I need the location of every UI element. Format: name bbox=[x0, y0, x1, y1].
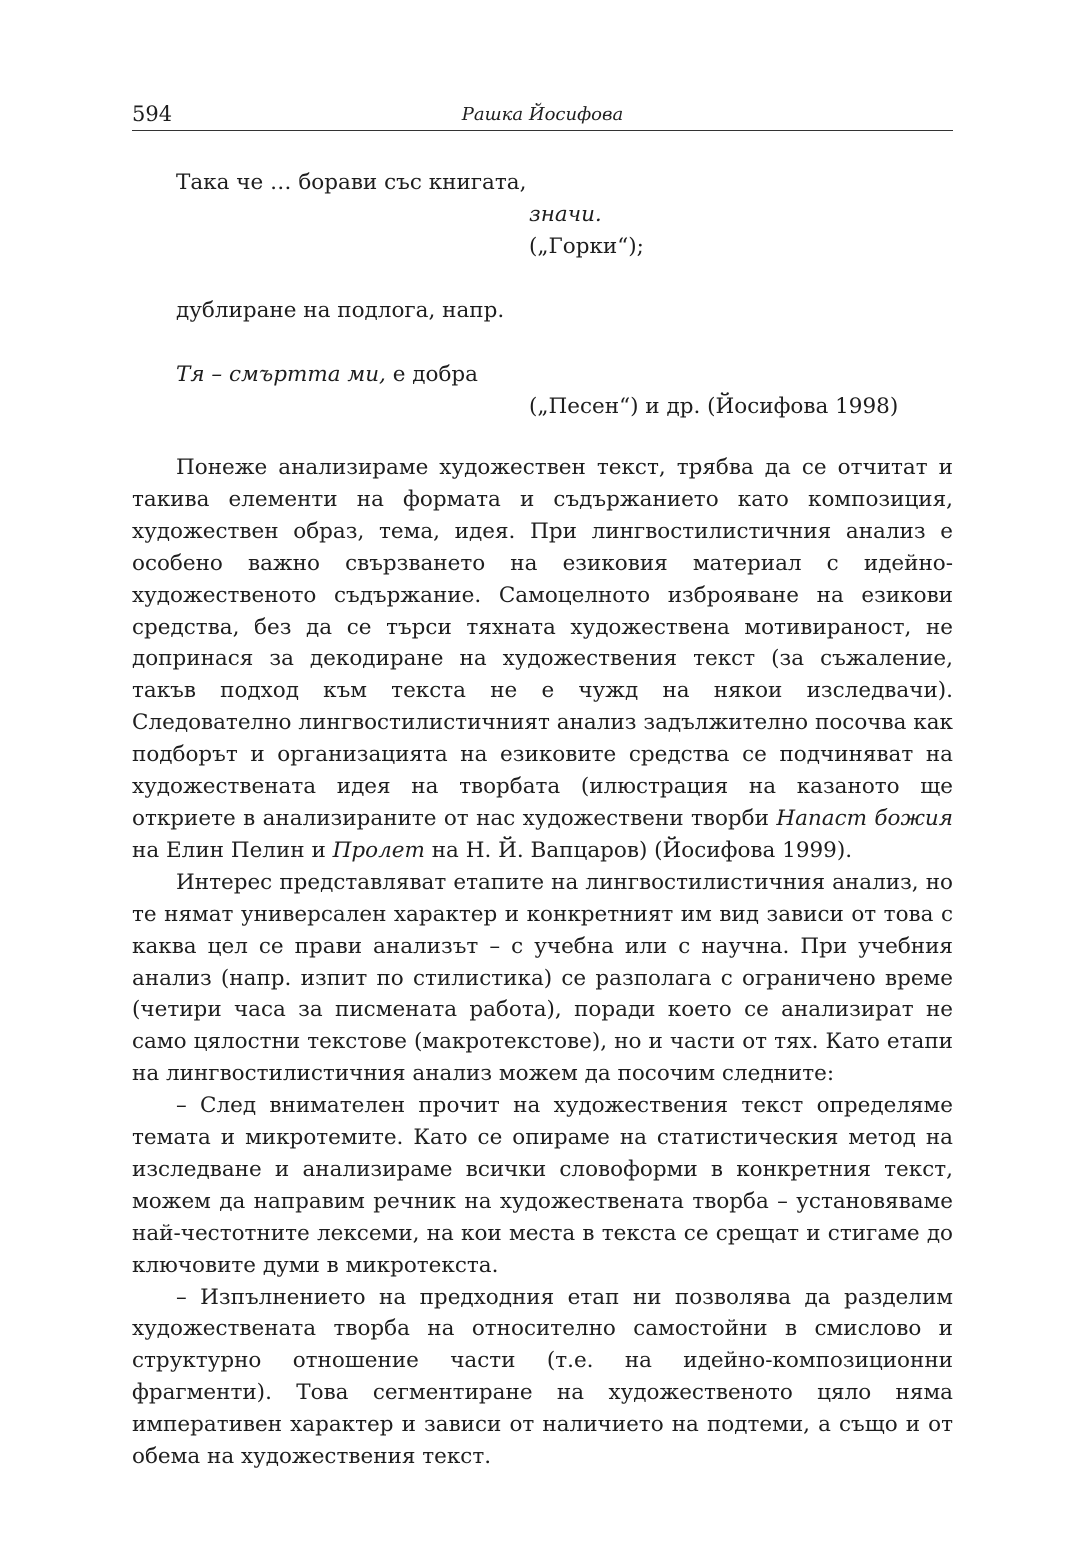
paragraph-1-text-b: на Елин Пелин и bbox=[132, 837, 333, 863]
page-header bbox=[132, 100, 953, 131]
example-1-source: („Горки“); bbox=[529, 234, 644, 259]
work-title-prolet: Пролет bbox=[332, 837, 425, 863]
running-head-author: Рашка Йосифова bbox=[461, 104, 624, 125]
page-number: 594 bbox=[132, 102, 173, 126]
work-title-napast-bozhiya: Напаст божия bbox=[776, 805, 953, 831]
example-2-rest: е добра bbox=[385, 362, 478, 387]
example-1-line-2: значи. bbox=[529, 202, 602, 227]
paragraph-1-text-c: на Н. Й. Вапцаров) (Йосифова 1999). bbox=[424, 837, 853, 863]
example-2-intro: дублиране на подлога, напр. bbox=[176, 298, 505, 323]
body-text bbox=[132, 452, 953, 1473]
example-2-italic: Тя – смъртта ми, bbox=[176, 362, 386, 387]
example-2-source: („Песен“) и др. (Йосифова 1998) bbox=[529, 394, 899, 419]
paragraph-1-text-a: Понеже анализираме художествен текст, трябва да се отчитат и такива елементи на формата и съдържанието като композиция, художествен образ, тема, идея. При лингвостилистичния анализ е особено важно свързването на езиковия материал с идейно-художественото съдържание. Самоцелното изброяване на езикови средства, без да се търси тяхната художествена мотивираност, не допринася за декодиране на художествения текст (за съжаление, такъв подход към текста не е чужд на някои изследвачи). Следователно лингвостилистичният анализ задължително посочва как подборът и организацията на езиковите средства се подчиняват на художествената идея на творбата (илюстрация на казаното ще откриете в анализираните от нас художествени творби bbox=[132, 455, 953, 831]
example-2-line bbox=[176, 364, 478, 386]
paragraph-2: Интерес представляват етапите на лингвостилистичния анализ, но те нямат универсален характер и конкретният им вид зависи от това с каква цел се прави анализът – с учебна или с научна. При учебния анализ (напр. изпит по стилистика) се разполага с ограничено време (четири часа за писмената работа), поради което се анализират не само цялостни текстове (макротекстове), но и части от тях. Като етапи на лингвостилистичния анализ можем да посочим следните: bbox=[132, 869, 953, 1087]
example-1-line-1: Така че … борави със книгата, bbox=[176, 170, 527, 195]
paragraph-1 bbox=[132, 452, 953, 867]
paragraph-3: – След внимателен прочит на художествения текст определяме темата и микротемите. Като се опираме на статистическия метод на изследване и анализираме всички словоформи в конкретния текст, можем да направим речник на художествената творба – установяваме най-честотните лексеми, на кои места в текста се срещат и стигаме до ключовите думи в микротекста. bbox=[132, 1093, 953, 1278]
paragraph-4: – Изпълнението на предходния етап ни позволява да разделим художествената творба на относително самостойни в смислово и структурно отношение части (т.е. на идейно-композиционни фрагменти). Това сегментиране на художественото цяло няма императивен характер и зависи от наличието на подтеми, а също и от обема на художествения текст. bbox=[132, 1284, 953, 1470]
